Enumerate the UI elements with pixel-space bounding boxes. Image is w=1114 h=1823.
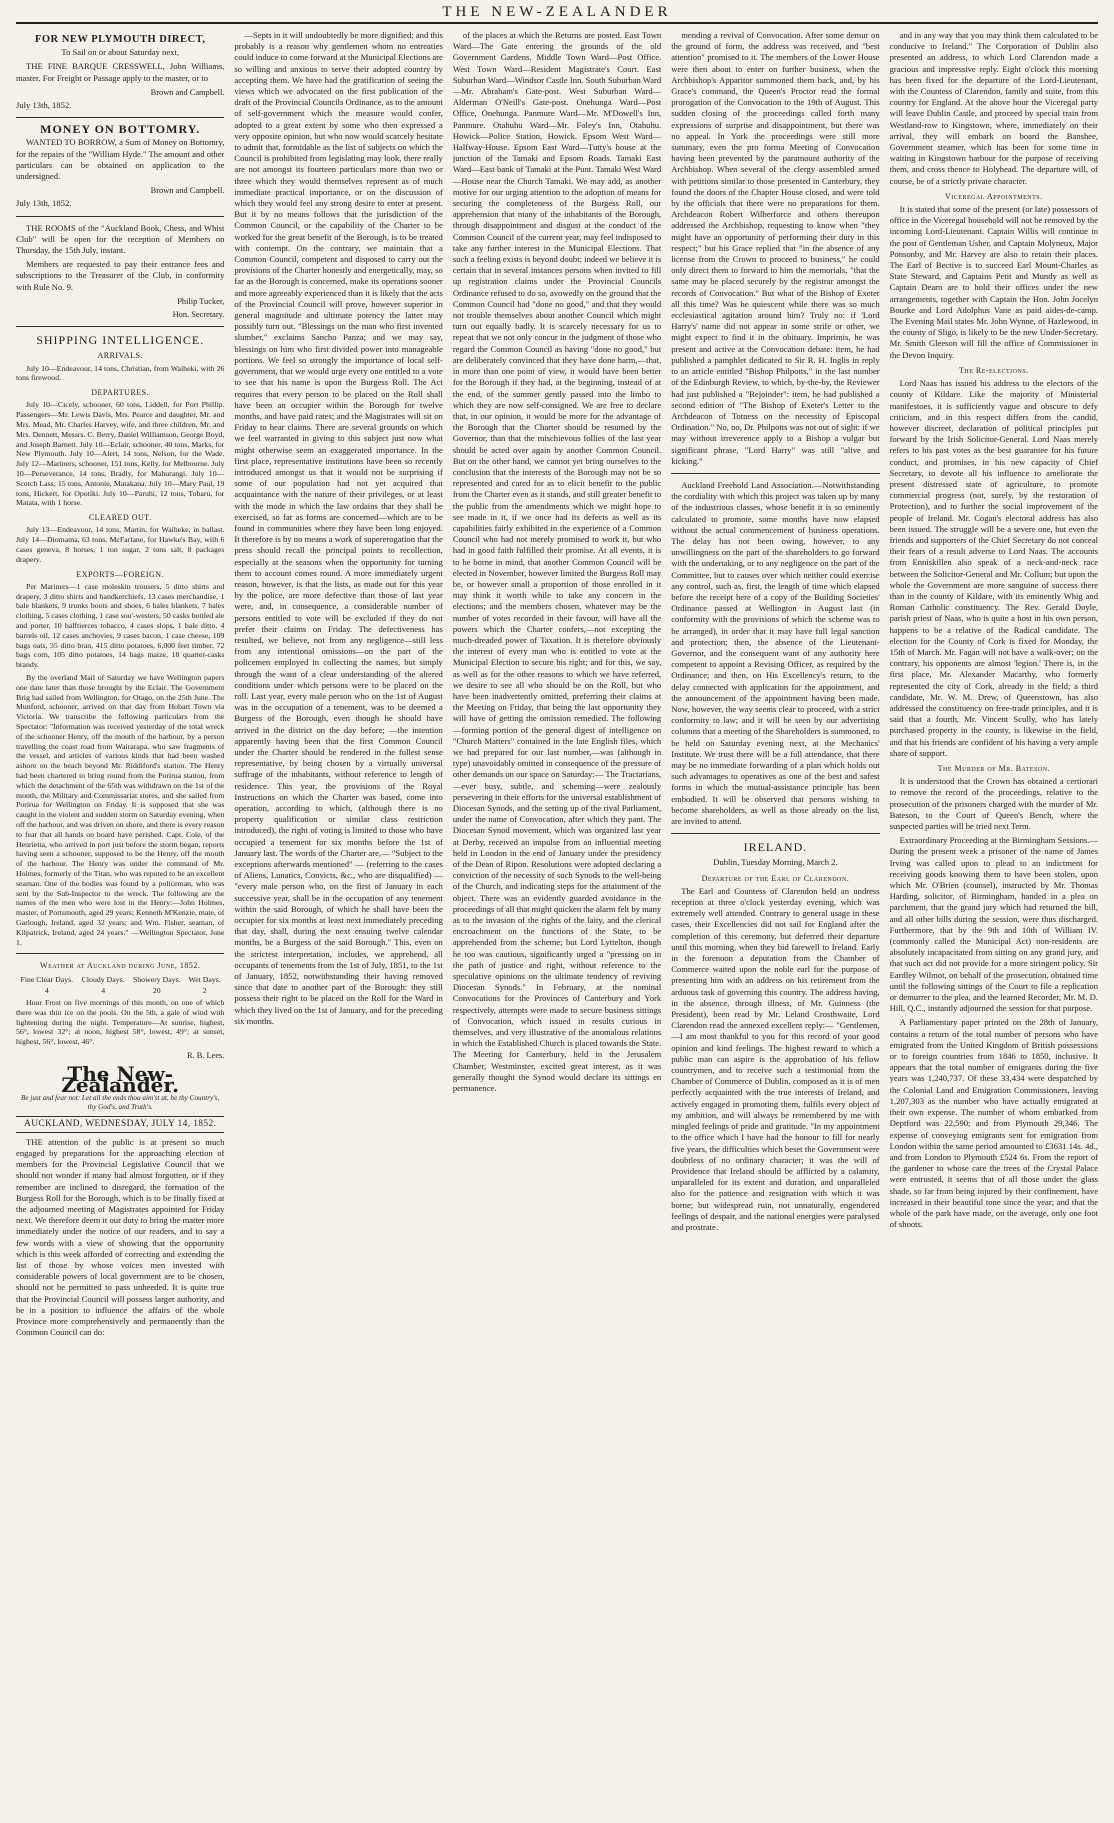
ad-club-text: THE ROOMS of the "Auckland Book, Chess, and Whist Club" will be open for the reception of Members on Thursday, the 15th July, instant. [16, 222, 225, 256]
clarendon-continued: and in any way that you may think them calculated to be conducive to Ireland." The Corporation of Dublin also presented an address, to which Lord Clarendon made a gracious and impressive reply. Eight o'clock this morning has been fixed for the departure of the Lord-Lieutenant, with the Countess of Clarendon, family and suite, from this country for England. At the above hour the Viceregal party will leave Dublin Castle, and proceed by special train from Westland-row to Kingstown, where, immediately on their arrival, they will embark on board the Banshee, Government steamer, which has been for some time in waiting in Kingstown harbour for the purpose of receiving them, and cross thence to Holyhead. The departure will, of course, be of a strictly private character. [889, 30, 1098, 186]
shipping-heading: SHIPPING INTELLIGENCE. [36, 333, 205, 348]
arrivals-heading: ARRIVALS. [97, 351, 143, 361]
column-4 [671, 30, 879, 1820]
freehold-association-text: Auckland Freehold Land Association.—Notwithstanding the cordiality with which this project was taken up by many of the industrious classes, whose benefit it is so eminently calculated to promote, some months have now elapsed without the actual commencement of business operations. The delay has not been owing, however, to any unwillingness on the part of the shareholders to go forward with the undertaking, or to any negligence on the part of the Committee, but to causes over which neither could exercise any control, such as, first, the length of time which elapsed before the receipt here of a copy of the Building Societies' Ordinance passed at Wellington in August last (in conformity with the provisions of which the scheme was to be arranged), in order that it may have full legal sanction and protection; then, the absence of the Lieutenant-Governor, and the consequent want of any authority here competent to appoint a Revising Officer, as required by the Ordinance; and then, on His Excellency's return, to the delay connected with application for the appointment, and the announcement of the appointment having been made. Now, however, the way seems clear to proceed, with a strict conformity to law; and it will be seen by our advertising columns that a meeting of the Shareholders is summoned, to be held on Saturday evening next, at the Mechanics' Institute. We trust there will be a full attendance, that there may be no immediate forwarding of a plan which holds out such advantages to operatives as one of the best and safest forms in which the mutual-assistance principle has been embodied. It will be observed that persons wishing to become shareholders, as well as those already on the list, are invited to attend. [671, 479, 880, 827]
weather-val-wet: 2 [202, 985, 207, 995]
weather-val-showery: 20 [152, 985, 161, 995]
column-1 [16, 30, 224, 1820]
motto: Be just and fear not: Let all the ends thou aim'st at, be thy Country's, thy God's, and Truth's. [21, 1093, 220, 1111]
ireland-heading: IRELAND. [743, 840, 808, 855]
bateson-heading: The Murder of Mr. Bateson. [937, 764, 1051, 773]
ireland-text: The Earl and Countess of Clarendon held an undress reception at three o'clock yesterday evening, which was extremely well attended. Contrary to general usage in these cases, their Excellencies did not sail for England after the completion of this ceremony, but deferred their departure until this morning, when they bid farewell to Ireland. Early in the forenoon a deputation from the Chamber of Commerce waited upon the noble earl for the purpose of presenting him with an address on his retirement from the arduous task of governing this country. The address having, in the absence, through illness, of Mr. Guinness (the President), been read by Mr. Leland Crosthwaite, Lord Clarendon read the annexed excellent reply:— "Gentlemen,—I am most thankful to you for this record of your good opinion and kind feelings. The highest reward to which a public man can aspire is the approbation of his fellow countrymen, and to receive such a testimonial from the Chamber of Commerce of Dublin, composed as it is of men perfectly acquainted with the true interests of Ireland, and actively engaged in promoting them, fulfils every object of my ambition, and will always be remembered by me with mingled feelings of pride and gratitude. "In my appointment to the office which I have had the honour to fill for nearly five years, the difficulties which beset the Government were doubtless of no ordinary character; it was the will of Providence that Ireland should be afflicted by a calamity, unparalleled for its extent and duration, and unparalleled also for the patience and resignation with which it was borne; but widespread ruin, not unnaturally, engendered feelings of despair, and the national energies were paralysed and prostrate. [671, 885, 880, 1232]
bateson-text: It is understood that the Crown has obtained a certiorari to remove the record of the proceedings, relative to the prosecution of the prisoners charged with the murder of Mr. Bateson, to the Court of Queen's Bench, where the suspected parties will be tried next Term. [889, 776, 1098, 832]
re-elections-text: Lord Naas has issued his address to the electors of the county of Kildare. Like the majority of Ministerial manifestoes, it is sufficiently vague and obscure to defy criticism, and in this respect differs from the candid, however discreet, declaration of political principles put forward by the Irish Solicitor-General. Lord Naas merely refers to his past votes as the best guarantee for his future conduct, and promises, in his new capacity of Chief Secretary, to devote all his influence to ameliorate the present distressed state of agriculture, to promote commercial progress (not, surely, by the restoration of Protection), and to further the social improvement of the people of Ireland. Mr. Cogan's electoral address has also been issued. The struggle will be a severe one, but even the friends and supporters of the Chief Secretary do not conceal their fears of a result adverse to Lord Naas. The accounts from Enniskillen also speak of a neck-and-neck race between the Solicitor-General and Mr. Collum; but upon the whole the Government are more sanguine of success there than in the county of Kildare, with its eminently Whig and Roman Catholic constituency. The Rev. Gerald Doyle, parish priest of Naas, who is quite a host in his own person, happens to be a relative of the Radical candidate. The election for the County of Cork is fixed for Monday, the 15th of March. Mr. Fagan will not have a walk-over; on the contrary, his opponents are almost 'legion.' There is, in the first place, Mr. Alexander Macarthy, who formerly represented the city of Cork, already in the field; a third candidate, Mr. W. M. Drew, of Queenstown, has also addressed the constituency on free-trade principles, and it is said that a fourth, Mr. Vincent Scully, who has lately purchased property in the county, is likewise in the field, and that his friends are confident of his having a very ample share of support. [889, 378, 1098, 758]
columns [16, 30, 1098, 1820]
weather-col-fine: Fine Clear Days. [20, 974, 74, 984]
convocation-text: mending a revival of Convocation. After some demur on the ground of form, the address was received, and "best attention" promised to it. The members of the Lower House were then about to enter on further business, when the Archbishop's Apparitor summoned them back, and, by his Grace's command, the Queen's Proctor read the formal prorogation of the Convocation to the 19th of August. This sudden closing of the proceedings called forth many expressions of surprise and disappointment, but there was no appeal. In York the proceedings were still more summary, even the pro forma Meeting of Convocation having been prevented by the paramount authority of the Archbishop. When several of the clergy assembled armed with petitions similar to those presented in Canterbury, they found the doors of the Chapter House closed, and were told by the officials that there were no preparations for them. Archdeacon Robert Wilberforce and others thereupon addressed the Archbishop, requesting to know when "they might have an opportunity of performing their duty in this respect;" but his Grace replied that "in the absence of any license from the Crown to proceed to business," he could only direct them to forward to him the memorials, "that the same may be placed securely by the registrar amongst the records of Convocation." But what of the Bishop of Exeter all this time? Was he quiescent while there was so much ecclesiastical agitation around him? Truly no: if 'Lord Harry's' name did not appear in some strife or other, we might expect to find it in the obituary. Imprimis, he was present and active at the Convocation debate: item, he had published a pamphlet dedicated to Sir R. H. Inglis in reply to an article entitled "Bishop Philpotts," in the last number of the Edinburgh Review, to which, by-the-by, the Reviewer had just published a "Rejoinder": item, he had published a second edition of "The Bishop of Exeter's Letter to the Archdeacon of Totness on the necessity of Episcopal Ordination." No, no, Dr. Philpotts was not out of sight: if we may without irreverence apply to a Bishop a vulgar but significant phrase, "Lord Harry" was still "alive and kicking." [671, 30, 880, 466]
ad-bottomry-signature: Brown and Campbell. [150, 186, 225, 196]
ad-new-plymouth-date: July 13th, 1852. [16, 100, 72, 111]
weather-col-cloudy: Cloudy Days. [81, 974, 125, 984]
masthead: THE NEW-ZEALANDER [442, 4, 672, 20]
exports-heading: EXPORTS—FOREIGN. [76, 569, 165, 579]
cleared-text: July 13—Endeavour, 14 tons, Martin, for Waiheke, in ballast. July 14—Diomama, 63 tons, McFarlane, for Hawke's Bay, with 6 cases geneva, 8 horses, 1 ton sugar, 2 tons salt, 8 packages drapery. [16, 525, 225, 564]
weather-table [16, 974, 224, 996]
birmingham-sessions-text: Extraordinary Proceeding at the Birmingham Sessions.—During the present week a prisoner of the name of James Irving was called upon to plead to an indictment for receiving goods knowing them to have been stolen, upon which Mr. O'Brien (counsel), instructed by Mr. Thomas Harding, solicitor, of Birmingham, handed in a plea on parchment, that the grand jury which had returned the bill, and all other bills during the session, were thus discharged. Furthermore, that by the 9th and 10th of William IV. (commonly called the Municipal Act) non-residents are absolutely incapacitated from sitting on any grand jury, and that such act did not provide for a more stringent policy. Sir Eardley Wilmot, on behalf of the prosecution, obtained time until the following sittings of the Court to file a replication or demurrer to the plea, and the learned Recorder, Mr. M. D. Hill, Q.C., instantly adjourned the session for that purpose. [889, 835, 1098, 1014]
divider [16, 326, 224, 327]
ad-new-plymouth-subhead: To Sail on or about Saturday next, [61, 47, 179, 58]
column-2 [234, 30, 442, 1820]
ad-new-plymouth-signature: Brown and Campbell. [150, 87, 225, 97]
exports-text: Per Mariners—1 case moleskin trousers, 5 ditto shirts and drapery, 3 ditto shirts and handkerchiefs, 13 cases merchandise, 1 bale blankets, 9 trunks boots and shoes, 6 bales blankets, 7 bales clothing, 5 cases clothing, 1 case sou'-westers, 50 casks bottled ale and porter, 10 halftierces tobacco, 4 cases slops, 1 bale ditto, 4 barrels oil, 12 cases anchovies, 9 cases bacon, 1 case cheese, 109 bags oats, 35 ditto bran, 415 ditto potatoes, 6,000 feet timber, 72 bags corn, 105 ditto potatoes, 14 bags maize, 18 quarter-casks brandy. [16, 581, 225, 670]
viceregal-heading: Viceregal Appointments. [945, 191, 1043, 201]
divider [16, 953, 224, 954]
departures-heading: DEPARTURES. [91, 388, 150, 398]
weather-heading: Weather at Auckland during June, 1852. [40, 961, 201, 971]
paper-title: The New-Zealander. [61, 1062, 180, 1098]
weather-signature: R. B. Lees. [186, 1050, 225, 1060]
weather-col-showery: Showery Days. [132, 974, 181, 984]
arrivals-text: July 10—Endeavour, 14 tons, Christian, from Waiheki, with 26 tons firewood. [16, 363, 225, 383]
cleared-heading: CLEARED OUT. [88, 513, 152, 523]
divider [16, 216, 224, 217]
issue-dateline: AUCKLAND, WEDNESDAY, JULY 14, 1852. [16, 1116, 224, 1133]
ad-new-plymouth-head: FOR NEW PLYMOUTH DIRECT, [34, 34, 206, 45]
masthead-rule [16, 22, 1098, 24]
departures-text: July 10—Cicely, schooner, 60 tons, Liddell, for Port Phillip. Passengers—Mr. Lewis Davis, Mrs. Pearce and daughter, Mr. and Mrs. Mead, Mr. Charles Harvey, wife, and three children, Mr. and Mrs. Dennett, Messrs. C. Berry, Daniel Williamson, George Boyd, and Joseph Barnett. July 10—Eclair, schooner, 40 tons, Marks, for New Plymouth. July 10—Alert, 14 tons, Nelson, for the Wade. July 12—Mariners, schooner, 151 tons, Kelly, for Melbourne. July 10—Perseverance, 14 tons, Bradly, for Mahurangi. July 10—Scotch Lass, 15 tons, Antonie, Matakana. July 10—Mary Paul, 19 tons, Hickert, for Opotiki. July 10—Paruhi, 12 tons, Tobaru, for Matata, with 1 horse. [16, 400, 225, 508]
column-3 [453, 30, 661, 1820]
divider [671, 473, 879, 474]
divider [16, 117, 224, 118]
ad-club-signature-title: Hon. Secretary. [172, 310, 225, 320]
divider [671, 833, 879, 834]
weather-col-wet: Wet Days. [188, 974, 221, 984]
re-elections-heading: The Re-elections. [958, 365, 1029, 375]
emigration-text: A Parliamentary paper printed on the 28th of January, contains a return of the total number of persons who have emigrated from the United Kingdom of British possessions or to foreign countries from 1846 to 1850, inclusive. It appears that the total number of emigrants during the five years was 1,240,737. Of these 33,434 were despatched by the Colonial Land and Emigration Commissioners, leaving 1,207,303 as the number who have actually emigrated at their own expense. The number of whom embarked from Deptford was 22,590; and from Plymouth 29,346. The expense of conveying emigrants sent for emigration from London within the same period amounted to £3631 14s. 4d., and from London to Plymouth £524 6s. From the report of the gardener to whose care the trees of the Crystal Palace were entrusted, it seems that of all those under the glass shade, so far from being injured by their confinement, have increased in their beautiful tone since the year; and that the whole of the park have made, on the average, only one foot of shoots. [889, 1017, 1098, 1230]
clarendon-subheading: Departure of the Earl of Clarendon. [701, 873, 850, 883]
weather-val-cloudy: 4 [101, 985, 106, 995]
weather-text: Hour Frost on five mornings of this month, on one of which there was thin ice on the pools. On the 5th, a gale of wind with lightening during the night. Temperature—At sunrise, highest, 56°, lowest 32°; at noon, highest 58°, lowest, 49°; at sunset, highest, 56°, lowest, 46°. [16, 997, 225, 1047]
ad-bottomry-date: July 13th, 1852. [16, 198, 72, 209]
ad-new-plymouth-text: THE FINE BARQUE CRESSWELL, John Williams, master. For Freight or Passage apply to the master, or to [16, 61, 225, 83]
ad-club-text-2: Members are requested to pay their entrance fees and subscriptions to the Treasurer of the Club, in conformity with Rule No. 9. [16, 259, 225, 292]
column-5 [890, 30, 1098, 1820]
polling-places-and-church-matters: of the places at which the Returns are posted. East Town Ward—The Gate entering the grounds of the old Government Gardens. Middle Town Ward—Post Office. West Town Ward—Resident Magistrate's Court. East Suburban Ward—Windsor Castle Inn. South Suburban Ward—Mr. Abraham's Gate-post. West Suburban Ward—Alderman O'Neill's Gate-post. Onehunga Ward—Post Office, Onehunga. Panmure Ward—Mr. M'Dowell's Inn, Panmure. Otahuhu Ward—Mr. Foley's Inn, Otahuhu. Howick—Police Station, Howick. Epsom West Ward—Halfway-House. Epsom East Ward—Tutty's house at the junction of the Tamaki and Epsom Roads. Tamaki East Ward—East bank of Tamaki at the Punt. Tamaki West Ward—House near the Church Tamaki. We may add, as another motive for our urging attention to the adoption of means for securing the completeness of the Burgess Roll, our apprehension that many of the inhabitants of the Borough, through disappointment and disgust at the conduct of the Common Council of the current year, may feel indisposed to take any further interest in the Municipal Elections. That such a feeling exists is beyond doubt; indeed we believe it is certain that in several instances persons when invited to fill up registration claims under the Provincial Councils Ordinance refused to do so, avowedly on the ground that the Common Council had "done no good," and that they would not trouble themselves about another Council which might turn out equally badly. It is scarcely necessary for us to repeat that we not only concur in the judgment of those who regard the Common Council as having "done no good," but are deliberately convinced that they have done harm,—that, in more than one point of view, it would have been better for the Borough if they had, at the beginning, instead of at the end, of the summer gently passed into the limbo to which they are now self-consigned. We are free to declare that, in our opinion, it would be more for the advantage of the Borough that the Charter should be resumed by the Governor, than that the mischievous follies of the last year should be acted over again by another Common Council. But on the other hand, we cannot yet bring ourselves to the conclusion that the interests of the Borough may not be so represented and cared for as to elicit benefit to the public from the Charter even as it stands, and still greater benefit to the public from the amendments which we might hope to see made in it, if we once had its defects as well as its capabilities fairly exhibited in the experience of a Common Council who had not merely promised to work it, but who had in good faith fulfilled their promise. At all events, it is to be borne in mind, that another Common Council will be elected in November, however limited the Burgess Roll may be, or however small a proportion of those enrolled in it may think it worth while to take any concern in the elections; and the members chosen, whatever may be the number of votes recorded in their favour, will have all the powers which the Charter confers,—not excepting the much-dreaded power of Taxation. It is therefore obviously the interest of every man who is entitled to vote at the Municipal Election to secure his right; and for this, we say, as well as for the other reasons to which we have referred, we desire to see all who should be on the Roll, but who have been inadvertently omitted, preferring their claims at the Meeting on Friday, that being the last opportunity they will have of getting the omission remedied. The following—forming portion of the general digest of intelligence on "Church Matters" contained in the late English files, which we had prepared for our last number,—was (although in type) unavoidably omitted in consequence of the pressure of other demands on our space on Saturday:— The Tractarians,—ever busy, subtle, and scheming—were zealously persevering in their efforts for the universal establishment of Diocesan Synods, and the setting up of the rival Parliament, under the name of Convocation, after which they pant. The Diocesan Synod movement, which was organized last year at Derby, received an impulse from an influential meeting held in London in the end of January under the presidency of the Dean of Ripon. Resolutions were adopted declaring a conviction of the necessity of such Synods to the well-being of the Church, and indicating steps for the attainment of the object. There was an evidently guarded avoidance in the proceedings of all that might quicken the alarm felt by many as to the invasion of the rights of the laity, and the clerical encroachment on the functions of the State, to be apprehended from the scheme; but Lord Lyttelton, though he too was cautious, significantly urged a "pressing on in the path of justice and right, without reference to the speculative opinions on the ultimate tendency of reviving Diocesan Synods." In February, at the nominal Convocations for the Provinces of Canterbury and York respectively, attempts were made to secure business sittings of Convocation, which issued in results curious in themselves, and very illustrative of the anomalous relations in which the Established Church is placed towards the State. The Meeting for Canterbury, held in the Jerusalem Chamber, Westminster, excited great interest, as it was generally thought the Synod would declare its sittings en permanence. [452, 30, 662, 1094]
ireland-dateline: Dublin, Tuesday Morning, March 2. [713, 857, 838, 868]
weather-val-fine: 4 [44, 985, 49, 995]
ad-bottomry-head: MONEY ON BOTTOMRY. [40, 122, 201, 137]
ad-club-signature: Philip Tucker, [177, 296, 225, 306]
viceregal-text: It is stated that some of the present (or late) possessors of office in the Viceregal household will not be removed by the incoming Lord-Lieutenant. Captain Willis will continue in the post of Gentleman Usher, and Captain Molyneux, Major Ponsonby, and Mr. Harvey are also to retain their places. The Earl of Bective is to succeed Earl Mount-Charles as State Steward, and Captains Petit and Mundy as well as Captain Dearn are to hold their offices under the new arrangements, together with Captain the Hon. John Jocelyn Bourke and Lord Adolphus Vane as paid aides-de-camp. The Evening Mail states Mr. John Wynne, of Hazlewood, in the county of Sligo, is likely to be the new Under-Secretary. Mr. Smith Gleeson will fill the office of Commissioner in the Devon Inquiry. [889, 204, 1098, 360]
leader-article-continued: —Septs in it will undoubtedly be more dignified; and this probably is a reason why gentlemen whom no entreaties could induce to come forward at the Municipal Elections are so willing and anxious to serve their adopted country by accepting them. We have had the gratification of seeing the views which we advocated on the first publication of the draft of the Provincial Councils Ordinance, as to the amount of self-government which the measure would confer, adopted to a great extent by some who then expressed a very opposite opinion, but who now would scarcely hesitate to admit that, formidable as the list of subjects on which the Council is prohibited from legislating may look, there really are not amongst its fourteen particulars more than two or three which they would themselves represent as of much immediate practical importance, or on the discussion of which they would feel any strong desire to enter at present. But it by no means follows that the jurisdiction of the Common Council, or the capability of the Charter to be worked for the great benefit of the Borough, is to be treated with contempt. On the contrary, we maintain that a Common Council, competent and disposed to carry out the provisions of the Charter honestly and energetically, may, so far as the Borough is concerned, make its operations sooner and more agreeably experienced than it is likely that the acts of the Provincial Council will prove, however superior in general magnitude and ultimate potency the latter may possibly turn out. "Blessings on the man who first invented slumber," exclaims Sancho Panza; and we may say, blessings on him who first divided power into manageable portions. We feel so strongly the importance of local self-government, that we would urge every one entitled to a vote to see that his name is upon the Burgess Roll. The Act requires that every person to be placed on the Roll shall have been an occupier within the Borough for twelve months, and have paid rates; and the Magistrates will sit on Friday to hear claims. There are several grounds on which we feel warranted in giving to this subject just now what might otherwise seem an exaggerated importance. In the first place, representative institutions have been so recently introduced amongst us that it would not be surprising if some of our population had not yet acquired that acquaintance with the nature of their privileges, or at least with the mode in which the law ordains that they shall be exercised, so far as forms are concerned—which are to be found in communities where they have been long enjoyed. It therefore is by no means a work of supererogation that the press should recall the principal points to recollection, especially at the seasons when the opportunity for turning them to account comes round. A more immediately urgent reason, however, is that the lists, as made out for this year by the police, are more defective than those of last year were, and, in consequence, a considerable number of persons entitled to vote will be excluded if they do not prefer their claims on Friday. The defectiveness has resulted, we believe, not from any negligence—still less from any intentional omissions—on the part of the policemen employed in collecting the names, but simply through the want of a clear understanding of the altered conditions under which persons were to be placed on the roll. Last year, every male person who on the 1st of August was in the occupation of a tenement, was to be deemed a Burgess of the Borough, even though he should have arrived in the district on the day before; —the intention apparently having been that the first Common Council under the Charter should be rendered in the fullest sense representative, by being chosen by a virtually universal suffrage of the inhabitants, without reference to length of residence. This year, the provisions of the Royal Instructions on which the Charter was based, come into operation, according to which, (although there is no property qualification or similar class restriction introduced), the right of voting is limited to those who have occupied a tenement for six months before the 1st of January last. The words of the Charter are,— "Subject to the exceptions afterwards mentioned" — (referring to the cases of Aliens, Lunatics, Convicts, &c., who are disqualified) — "every male person who, on the first of January in each successive year, shall be in the occupation of any tenement within the said Borough, of which he shall have been the occupier for six months at least next immediately preceding that day, shall, during the next ensuing twelve calendar months, be a Burgess of the said Borough." This, even on the strictest interpretation, includes, we apprehend, all occupants of tenements from the 1st of July, 1851, to the 1st of January, 1852, notwithstanding their having removed since that date to another part of the Borough: they still possess their right to be placed on the Roll for the Ward in which they lived on the 1st of January, and for the preceding six months. [234, 30, 443, 1026]
news-text: By the overland Mail of Saturday we have Wellington papers one date later than those brought by the Eclair. The Government Brig had sailed from Wellington, for Otago, on the 25th June. The Munford, schooner, arrived on that day from Hobart Town via Victoria. We transcribe the following particulars from the Spectator: "Information was received yesterday of the total wreck of the schooner Henry, off the mouth of the harbour, by a person travelling the coast road from Wairarapa, who saw fragments of the vessel, and articles of various kinds that had been washed ashore on the beach beyond Mr. Riddiford's station. The Henry had been chartered to bring round from the Porirua station, from which the detachment of the 65th was withdrawn on the 1st of the month, the Military and Commissariat stores, and she sailed from Porirua for Wellington on Friday. It is supposed that she was caught in the violent and sudden storm on Saturday evening, when off the harbour, and was driven on shore, and there is every reason to fear that all hands on board have perished. Capt. Cole, of the Henrietta, who arrived in port just before the storm began, reports having seen a schooner, supposed to be the Henry, off the mouth of the harbour. The Henry was under the command of Mr. Holmes, formerly of the Titan, who was reputed to be an excellent seaman. One of the bodies was found by a policeman, who was sent by the Sub-Inspector to the wreck. The following are the names of the men who were lost in the Henry:—John Holmes, master, of Portsmouth, aged 29 years; Kenneth M'Kenzie, mate, of Garlough, Ireland, aged 32 years; and Wm. Fisher, seaman, of Kilpatrick, Ireland, aged 24 years." —Wellington Spectator, June 1. [16, 673, 225, 947]
ad-bottomry-text: WANTED TO BORROW, a Sum of Money on Bottomry, for the repairs of the "William Hyde." The amount and other particulars can be obtained on application to the undersigned. [16, 137, 225, 182]
leader-article-start: THE attention of the public is at present so much engaged by preparations for the approaching election of members for the Provincial Legislative Council that we should not wonder if many had almost forgotten, or if they remember are inclined to disregard, the formation of the Burgess Roll for the Borough, which is to be finally fixed at the adjourned meeting of Magistrates appointed for Friday next. We therefore deem it our duty to bring the matter more immediately under the notice of our readers, and to say a few words with a view of showing that the opportunity which is this week afforded of correcting and extending the list of those by whose voices men invested with considerable powers of local government are to be chosen, should not be permitted to pass unheeded. It is quite true that the Provincial Council will possess larger authority, and be in a position to influence the affairs of the whole Province more comprehensively and permanently than the Common Council can do: [16, 1136, 225, 1338]
